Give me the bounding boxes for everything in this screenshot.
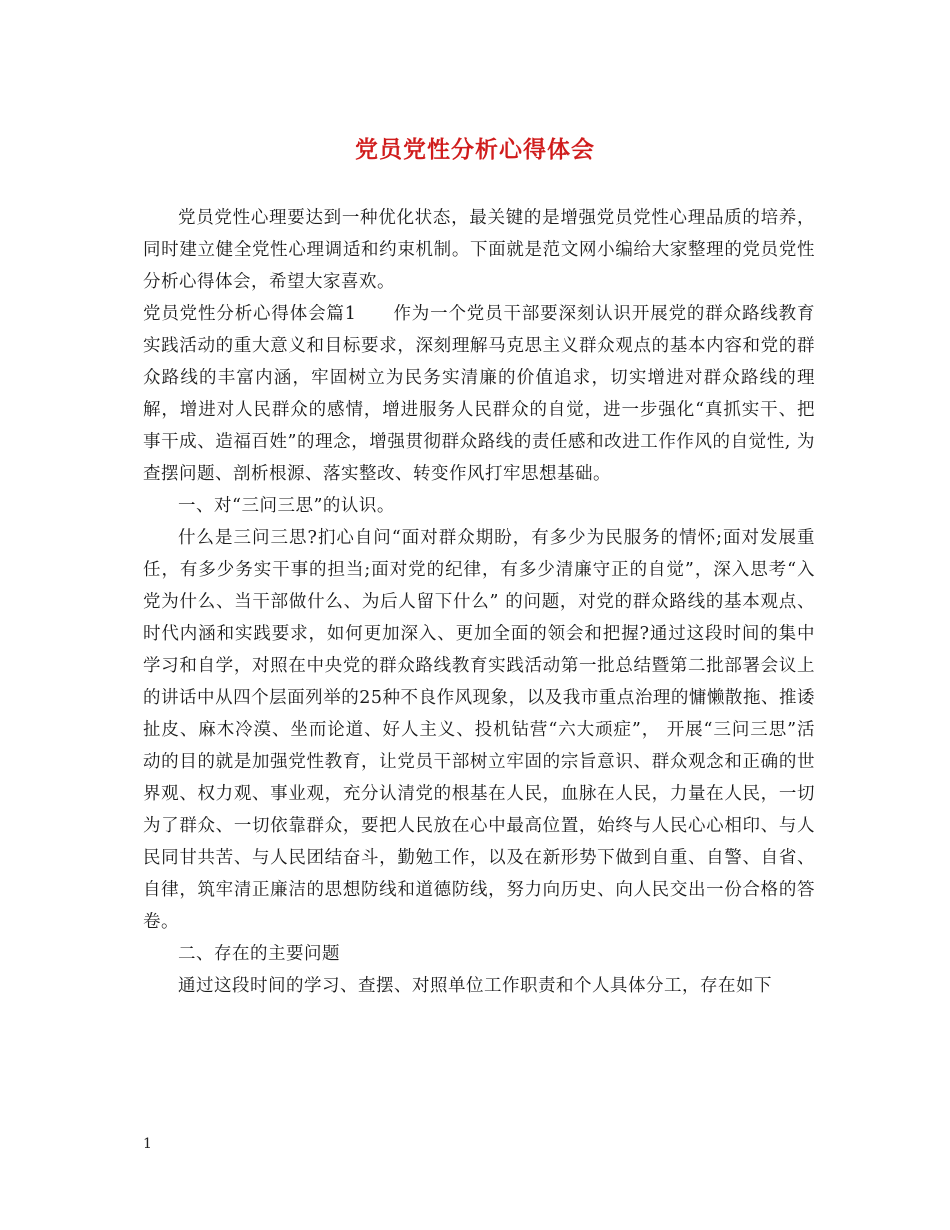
body-paragraph-problems: 通过这段时间的学习、查摆、对照单位工作职责和个人具体分工，存在如下 [178,976,772,996]
document-title: 党员党性分析心得体会 [355,136,595,163]
document-body [143,202,815,1002]
intro-paragraph: 党员党性心理要达到一种优化状态，最关键的是增强党员党性心理品质的培养，同时建立健全党性心理调适和约束机制。下面就是范文网小编给大家整理的党员党性分析心得体会，希望大家喜欢。 [143,208,815,292]
article-one-paragraph: 党员党性分析心得体会篇1 作为一个党员干部要深刻认识开展党的群众路线教育实践活动的重大意义和目标要求，深刻理解马克思主义群众观点的基本内容和党的群众路线的丰富内涵，牢固树立为民务实清廉的价值追求，切实增进对群众路线的理解，增进对人民群众的感情，增进服务人民群众的自觉，进一步强化“真抓实干、把事干成、造福百姓”的理念，增强贯彻群众路线的责任感和改进工作作风的自觉性, 为查摆问题、剖析根源、落实整改、转变作风打牢思想基础。 [143,304,815,484]
section-heading-two: 二、存在的主要问题 [178,944,340,964]
page-number: 1 [143,1136,152,1152]
section-heading-one: 一、对“三问三思”的认识。 [178,496,395,516]
body-paragraph-sanwen: 什么是三问三思?扪心自问“面对群众期盼，有多少为民服务的情怀;面对发展重任，有多少务实干事的担当;面对党的纪律，有多少清廉守正的自觉”，深入思考“入党为什么、当干部做什么、为后人留下什么” 的问题，对党的群众路线的基本观点、时代内涵和实践要求，如何更加深入、更加全面的领会和把握?通过这段时间的集中学习和自学，对照在中央党的群众路线教育实践活动第一批总结暨第二批部署会议上的讲话中从四个层面列举的25种不良作风现象，以及我市重点治理的慵懒散拖、推诿扯皮、麻木冷漠、坐而论道、好人主义、投机钻营“六大顽症”， 开展“三问三思”活动的目的就是加强党性教育，让党员干部树立牢固的宗旨意识、群众观念和正确的世界观、权力观、事业观，充分认清党的根基在人民，血脉在人民，力量在人民，一切为了群众、一切依靠群众，要把人民放在心中最高位置，始终与人民心心相印、与人民同甘共苦、与人民团结奋斗，勤勉工作，以及在新形势下做到自重、自警、自省、自律，筑牢清正廉洁的思想防线和道德防线，努力向历史、向人民交出一份合格的答卷。 [143,528,815,932]
